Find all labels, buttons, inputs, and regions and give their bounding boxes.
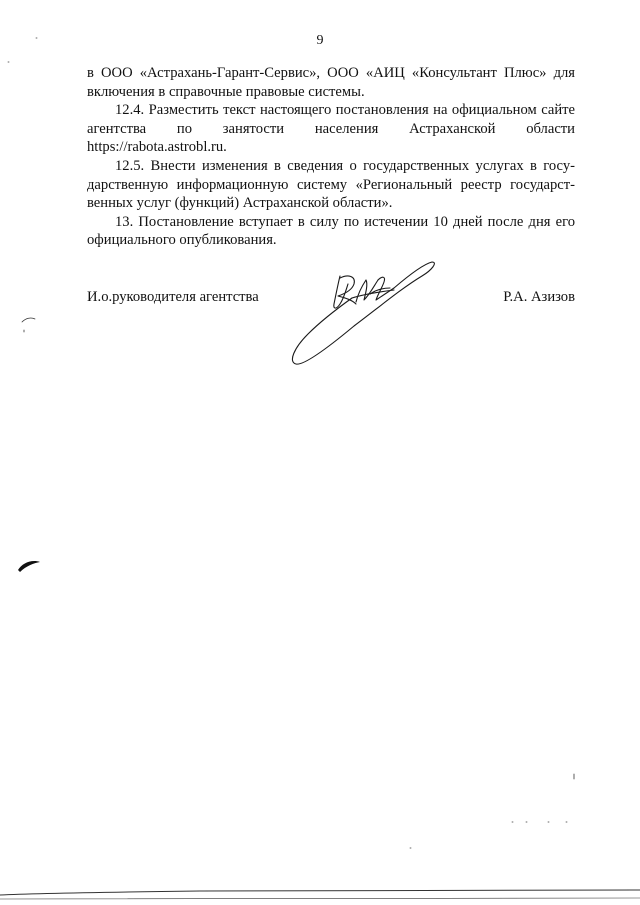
text-line: в ООО «Астрахань-Гарант-Сервис», ООО «АИЦ «Консультант Плюс» для — [87, 65, 575, 81]
paragraph-item-12-4 — [87, 101, 575, 157]
word: области — [526, 120, 575, 137]
text-line: официального опубликования. — [87, 232, 277, 249]
text-line: дарственную информационную систему «Региональный реестр государст- — [87, 176, 575, 193]
text-line: венных услуг (функций) Астраханской области». — [87, 195, 393, 212]
text-line: 12.5. Внести изменения в сведения о государственных услугах в госу- — [115, 157, 575, 174]
text-line: 12.4. Разместить текст настоящего постановления на официальном сайте — [115, 102, 575, 119]
page-number: 9 — [316, 33, 324, 48]
signatory-name: Р.А. Азизов — [503, 289, 575, 305]
website-url-text: https://rabota.astrobl.ru. — [87, 139, 227, 156]
word: агентства — [87, 120, 147, 137]
text-line: 13. Постановление вступает в силу по истечении 10 дней после дня его — [115, 213, 575, 230]
word: Астраханской — [409, 120, 496, 137]
signatory-position: И.о.руководителя агентства — [87, 289, 259, 305]
handwritten-signature — [282, 254, 442, 374]
paragraph-item-12-5 — [87, 157, 575, 213]
word: занятости — [222, 120, 285, 137]
word: населения — [314, 120, 379, 137]
paragraph-item-13 — [87, 213, 575, 250]
document-body — [87, 64, 575, 250]
text-line: включения в справочные правовые системы. — [87, 83, 365, 100]
text-line-spread — [87, 120, 575, 139]
paragraph-publication-recipients — [87, 64, 575, 101]
word: по — [176, 120, 193, 137]
